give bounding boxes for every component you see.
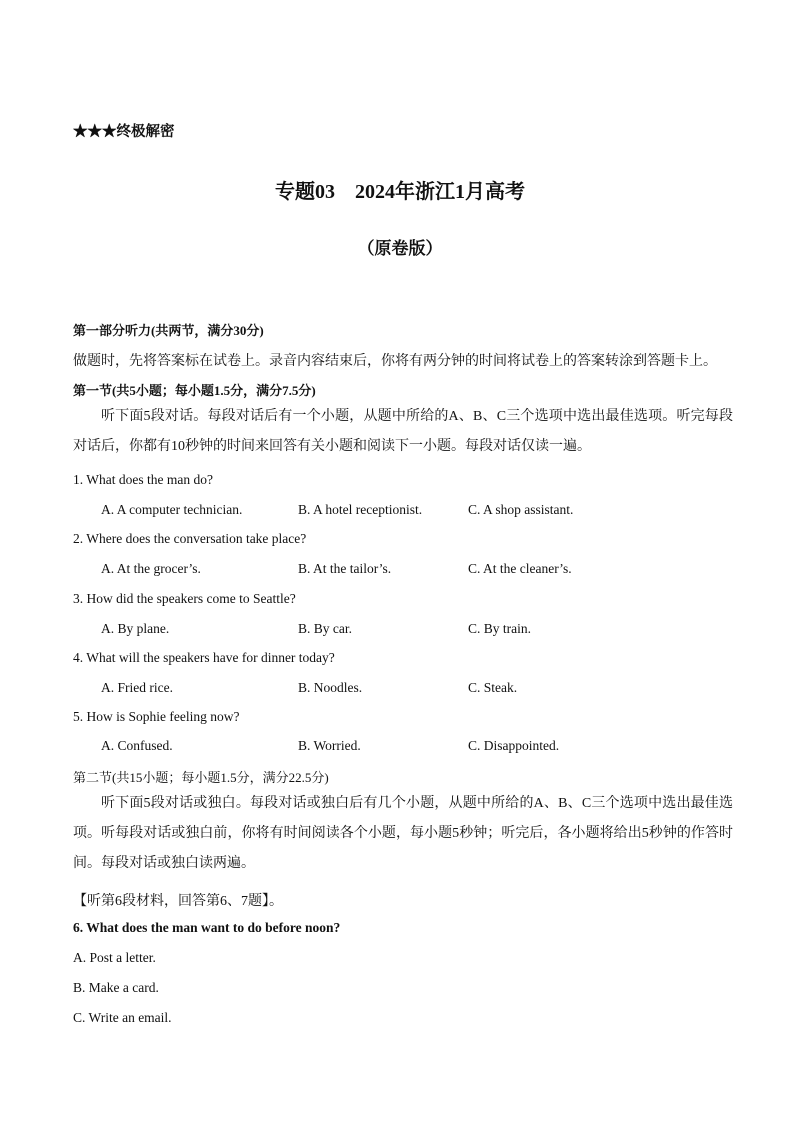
question-5-option-c: C. Disappointed.: [468, 738, 560, 753]
question-1-option-a: A. A computer technician.: [101, 502, 243, 517]
question-3-option-b: B. By car.: [298, 621, 352, 636]
question-3-option-c: C. By train.: [468, 621, 531, 636]
question-2-option-a: A. At the grocer’s.: [101, 561, 201, 576]
material-note: 【听第6段材料，回答第6、7题】。: [73, 894, 283, 909]
question-1-option-b: B. A hotel receptionist.: [298, 502, 423, 517]
section1-heading: 第一节(共5小题；每小题1.5分，满分7.5分): [73, 383, 316, 398]
question-2-option-c: C. At the cleaner’s.: [468, 561, 572, 576]
question-2-stem: 2. Where does the conversation take place?: [73, 531, 307, 546]
question-5-stem: 5. How is Sophie feeling now?: [73, 709, 240, 724]
question-6-option-b: B. Make a card.: [73, 980, 159, 995]
question-4-option-b: B. Noodles.: [298, 680, 363, 695]
question-2-option-b: B. At the tailor’s.: [298, 561, 392, 576]
question-5-option-a: A. Confused.: [101, 738, 173, 753]
section2-instruction: 听下面5段对话或独白。每段对话或独白后有几个小题，从题中所给的A、B、C三个选项中选出最佳选项。听每段对话或独白前，你将有时间阅读各个小题，每小题5秒钟；听完后，各小题将给出5秒钟的作答时间。每段对话或独白读两遍。: [73, 796, 733, 871]
question-6-option-a: A. Post a letter.: [73, 950, 156, 965]
question-3-option-a: A. By plane.: [101, 621, 170, 636]
question-4-option-c: C. Steak.: [468, 680, 518, 695]
question-1-stem: 1. What does the man do?: [73, 472, 213, 487]
question-5-option-b: B. Worried.: [298, 738, 361, 753]
question-6-stem: 6. What does the man want to do before noon?: [73, 920, 341, 935]
question-6-option-c: C. Write an email.: [73, 1010, 172, 1025]
question-3-stem: 3. How did the speakers come to Seattle?: [73, 591, 296, 606]
question-1-option-c: C. A shop assistant.: [468, 502, 574, 517]
document-title: 专题03 2024年浙江1月高考: [275, 181, 525, 203]
part1-instruction: 做题时，先将答案标在试卷上。录音内容结束后，你将有两分钟的时间将试卷上的答案转涂到答题卡上。: [73, 354, 717, 369]
section1-instruction: 听下面5段对话。每段对话后有一个小题，从题中所给的A、B、C三个选项中选出最佳选项。听完每段对话后，你都有10秒钟的时间来回答有关小题和阅读下一小题。每段对话仅读一遍。: [73, 409, 733, 454]
document-subtitle: （原卷版）: [357, 239, 443, 258]
section2-heading: 第二节(共15小题；每小题1.5分，满分22.5分): [73, 770, 329, 785]
part1-heading: 第一部分听力(共两节，满分30分): [73, 323, 264, 338]
question-4-option-a: A. Fried rice.: [101, 680, 173, 695]
star-rating-line: ★★★终极解密: [73, 124, 175, 140]
question-4-stem: 4. What will the speakers have for dinner today?: [73, 650, 335, 665]
